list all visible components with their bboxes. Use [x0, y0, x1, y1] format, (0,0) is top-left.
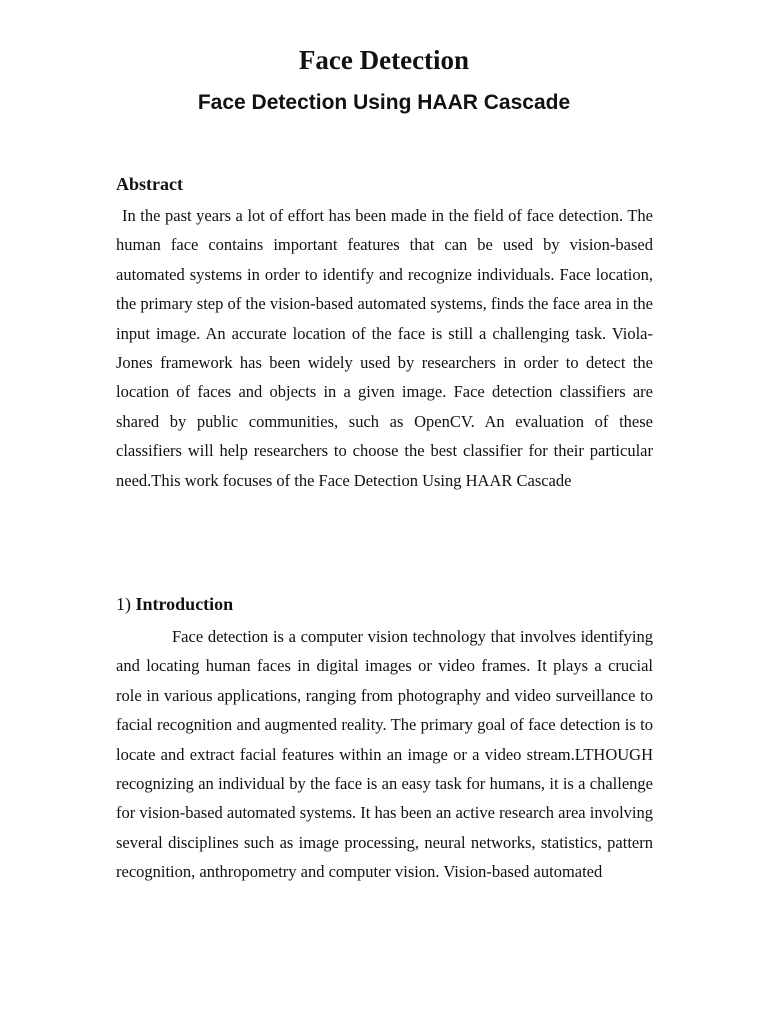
abstract-section-body [116, 201, 653, 495]
introduction-section-body [116, 622, 653, 887]
document-subtitle: Face Detection Using HAAR Cascade [197, 91, 571, 114]
abstract-heading: Abstract [116, 174, 183, 194]
introduction-heading [116, 592, 653, 616]
introduction-number: 1) [116, 594, 131, 614]
introduction-section-heading [116, 592, 653, 616]
abstract-section-heading [116, 172, 653, 196]
introduction-heading-text: Introduction [135, 594, 234, 614]
document-title: Face Detection [298, 45, 470, 75]
introduction-paragraph: Face detection is a computer vision technology that involves identifying and locating human faces in digital images or video frames. It plays a crucial role in various applications, ranging from photography and video surveillance to facial recognition and augmented reality. The primary goal of face detection is to locate and extract facial features within an image or a video stream.LTHOUGH recognizing an individual by the face is an easy task for humans, it is a challenge for vision-based automated systems. It has been an active research area involving several disciplines such as image processing, neural networks, statistics, pattern recognition, anthropometry and computer vision. Vision-based automated [116, 627, 653, 882]
abstract-paragraph: In the past years a lot of effort has been made in the field of face detection. The human face contains important features that can be used by vision-based automated systems in order to identify and recognize individuals. Face location, the primary step of the vision-based automated systems, finds the face area in the input image. An accurate location of the face is still a challenging task. Viola-Jones framework has been widely used by researchers in order to detect the location of faces and objects in a given image. Face detection classifiers are shared by public communities, such as OpenCV. An evaluation of these classifiers will help researchers to choose the best classifier for their particular need.This work focuses of the Face Detection Using HAAR Cascade [116, 206, 653, 490]
